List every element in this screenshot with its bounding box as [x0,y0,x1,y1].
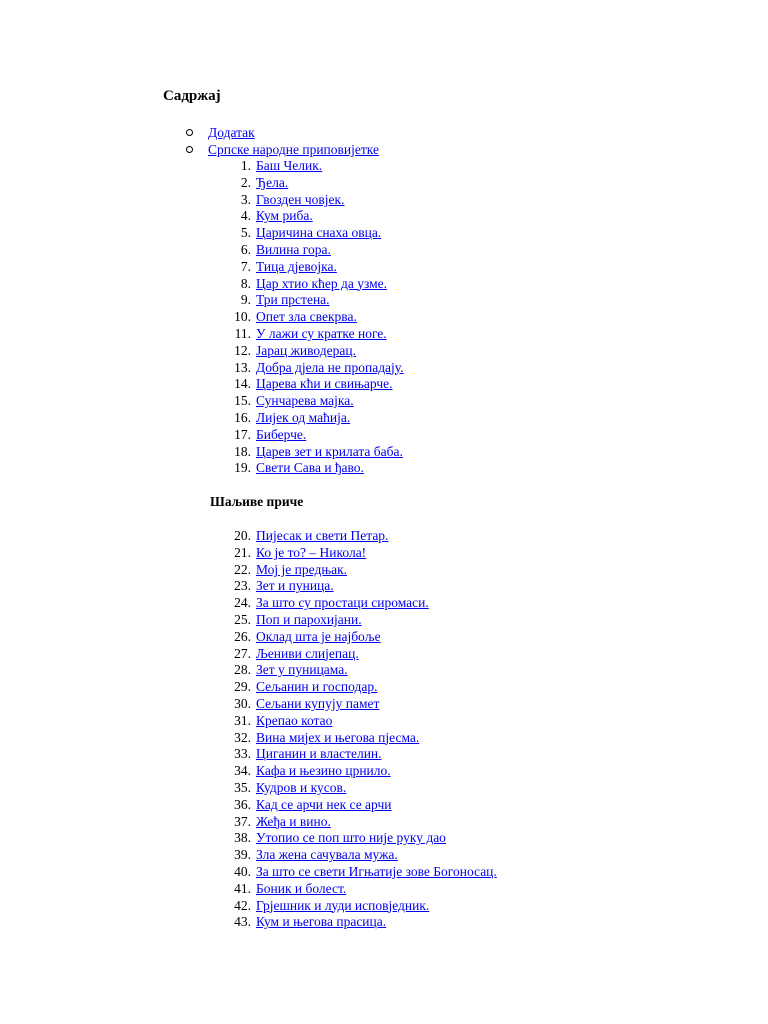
story-link[interactable]: Утопио се поп што није руку дао [256,830,446,846]
list-item [0,914,497,931]
list-item [0,343,404,360]
section-heading-funny: Шаљиве приче [210,494,304,509]
list-item [0,662,497,679]
item-number: 40. [234,863,251,879]
list-item [186,124,379,141]
list-item [0,427,404,444]
story-link[interactable]: Кум риба. [256,208,313,224]
item-number: 17. [234,426,251,442]
story-link[interactable]: Баш Челик. [256,158,323,173]
story-link[interactable]: Крепао котао [256,712,333,728]
list-item [0,242,404,259]
story-link[interactable]: Ко је то? – Никола! [256,544,367,560]
list-item [0,158,404,175]
item-number: 12. [234,342,251,358]
item-number: 4. [240,208,251,224]
item-number: 10. [234,309,251,325]
funny-stories-list [0,528,497,931]
story-link[interactable]: Ђела. [256,174,289,190]
item-number: 38. [234,830,251,846]
top-level-list [186,124,379,158]
item-number: 36. [234,796,251,812]
list-item [0,309,404,326]
item-number: 13. [234,359,251,375]
story-link[interactable]: Три прстена. [256,292,330,308]
list-item [0,259,404,276]
story-link[interactable]: Добра дјела не пропадају. [256,359,404,375]
story-link[interactable]: Лијек од маћија. [256,409,351,425]
list-item [0,545,497,562]
list-item [0,746,497,763]
list-item [0,393,404,410]
list-item [0,595,497,612]
item-number: 23. [234,578,251,594]
story-link[interactable]: Оклад шта је најбоље [256,628,381,644]
list-item [0,326,404,343]
story-link[interactable]: Циганин и властелин. [256,746,382,762]
list-item [0,629,497,646]
list-item [0,460,404,477]
item-number: 27. [234,645,251,661]
list-item [0,898,497,915]
item-number: 21. [234,544,251,560]
list-item [0,814,497,831]
item-number: 14. [234,376,251,392]
list-item [0,175,404,192]
story-link[interactable]: Зет и пуница. [256,578,334,594]
story-link[interactable]: Љениви слијепац. [256,645,359,661]
story-link[interactable]: За што се свети Игњатије зове Богоносац. [256,863,497,879]
list-item [0,444,404,461]
list-item [0,847,497,864]
item-number: 11. [234,325,251,341]
list-item [0,763,497,780]
item-number: 20. [234,528,251,543]
item-number: 8. [240,275,251,291]
list-item [0,713,497,730]
item-number: 41. [234,880,251,896]
item-number: 42. [234,897,251,913]
circle-bullet-icon [186,146,193,153]
list-item [0,528,497,545]
item-number: 34. [234,763,251,779]
story-link[interactable]: Мој је предњак. [256,561,348,577]
list-item [0,225,404,242]
list-item [0,864,497,881]
item-number: 7. [240,258,251,274]
story-link[interactable]: Кудров и кусов. [256,779,347,795]
item-number: 6. [240,241,251,257]
item-number: 9. [240,292,251,308]
list-item [0,360,404,377]
story-link[interactable]: Пијесак и свети Петар. [256,528,389,543]
list-item [0,208,404,225]
list-item [0,562,497,579]
story-link[interactable]: У лажи су кратке ноге. [256,325,387,341]
story-link[interactable]: Кад се арчи нек се арчи [256,796,392,812]
story-link[interactable]: Сељани купују памет [256,695,380,711]
story-link[interactable]: Гвозден човјек. [256,191,345,207]
item-number: 37. [234,813,251,829]
item-number: 18. [234,443,251,459]
list-item [0,612,497,629]
item-number: 24. [234,595,251,611]
item-number: 29. [234,679,251,695]
list-item [0,780,497,797]
list-item [0,830,497,847]
item-number: 35. [234,779,251,795]
story-link[interactable]: Поп и парохијани. [256,611,362,627]
story-link[interactable]: Јарац живодерац. [256,342,356,358]
list-item [0,578,497,595]
item-number: 32. [234,729,251,745]
list-item [0,797,497,814]
item-number: 1. [240,158,251,173]
circle-bullet-icon [186,129,193,136]
item-number: 26. [234,628,251,644]
item-number: 16. [234,409,251,425]
story-link[interactable]: Сељанин и господар. [256,679,378,695]
item-number: 33. [234,746,251,762]
list-item [0,730,497,747]
list-item [0,679,497,696]
link-folk-tales[interactable]: Српске народне приповијетке [208,142,379,157]
item-number: 31. [234,712,251,728]
story-link[interactable]: Зет у пуницама. [256,662,348,678]
item-number: 5. [240,225,251,241]
item-number: 15. [234,393,251,409]
page-title: Садржај [163,88,221,104]
list-item [0,881,497,898]
list-item [0,646,497,663]
link-dodatak[interactable]: Додатак [208,125,255,140]
story-link[interactable]: Кум и његова прасица. [256,914,387,930]
story-link[interactable]: Свети Сава и ђаво. [256,460,364,476]
item-number: 19. [234,460,251,476]
list-item [0,292,404,309]
story-link[interactable]: Грјешник и луди исповједник. [256,897,430,913]
item-number: 39. [234,847,251,863]
story-link[interactable]: Жеђа и вино. [256,813,331,829]
story-link[interactable]: Сунчарева мајка. [256,393,354,409]
list-item [0,276,404,293]
story-link[interactable]: За што су простаци сиромаси. [256,595,429,611]
story-link[interactable]: Вилина гора. [256,241,331,257]
story-link[interactable]: Боник и болест. [256,880,347,896]
story-link[interactable]: Кафа и њезино црнило. [256,763,391,779]
item-number: 30. [234,695,251,711]
item-number: 2. [240,174,251,190]
item-number: 43. [234,914,251,930]
story-link[interactable]: Тица дјевојка. [256,258,337,274]
list-item [0,410,404,427]
list-item [186,141,379,158]
story-link[interactable]: Царев зет и крилата баба. [256,443,403,459]
stories-list [0,158,404,477]
story-link[interactable]: Царева кћи и свињарче. [256,376,393,392]
item-number: 22. [234,561,251,577]
story-link[interactable]: Цар хтио кћер да узме. [256,275,387,291]
list-item [0,192,404,209]
story-link[interactable]: Зла жена сачувала мужа. [256,847,398,863]
item-number: 28. [234,662,251,678]
story-link[interactable]: Биберче. [256,426,307,442]
list-item [0,376,404,393]
list-item [0,696,497,713]
item-number: 3. [240,191,251,207]
item-number: 25. [234,611,251,627]
story-link[interactable]: Царичина снаха овца. [256,225,382,241]
story-link[interactable]: Вина мијех и његова пјесма. [256,729,420,745]
story-link[interactable]: Опет зла свекрва. [256,309,357,325]
